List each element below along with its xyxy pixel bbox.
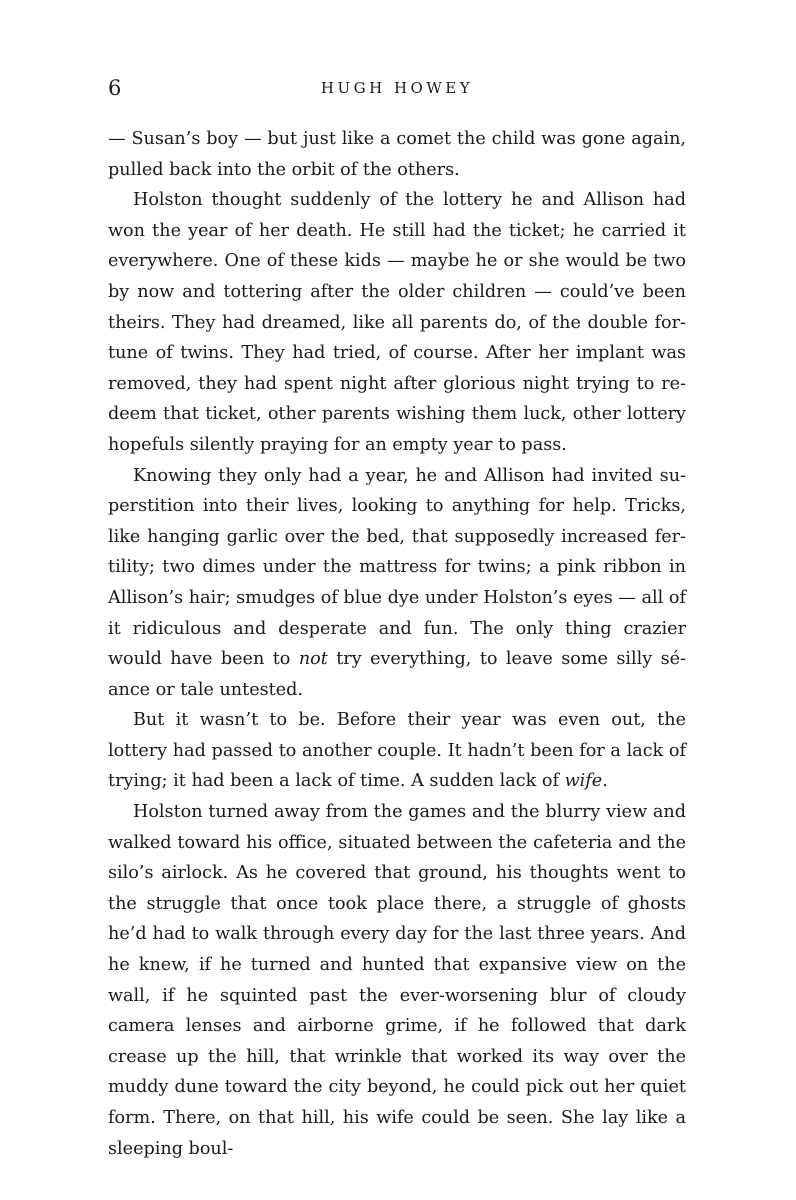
paragraph-2: Holston thought suddenly of the lottery he and Allison had won the year of her death. He still had the ticket; he carried it everywhere. One of these kids — maybe he or she would be two by now and tottering after the older children — could’ve been theirs. They had dreamed, like all parents do, of the double fortune of twins. They had tried, of course. After her implant was removed, they had spent night after glorious night trying to redeem that ticket, other parents wishing them luck, other lottery hopefuls silently praying for an empty year to pass.: [108, 190, 686, 455]
paragraph-3: [108, 461, 686, 706]
page-number: 6: [108, 76, 122, 100]
paragraph-3-text-a: Knowing they only had a year, he and Allison had invited superstition into their lives, looking to anything for help. Tricks, like hanging garlic over the bed, that supposedly increased fertility; two dimes under the mattress for twins; a pink ribbon in Allison’s hair; smudges of blue dye under Holston’s eyes — all of it ridiculous and desperate and fun. The only thing crazier would have been to: [108, 465, 687, 670]
body-text: [108, 124, 686, 1164]
paragraph-4-text-b: .: [602, 771, 608, 792]
paragraph-4: [108, 705, 686, 797]
paragraph-3-text-b: try everything, to leave some silly séance or tale untested.: [108, 649, 686, 700]
emphasis-wife: wife: [564, 771, 603, 792]
paragraph-5: Holston turned away from the games and the blurry view and walked toward his office, situated between the cafeteria and the silo’s airlock. As he covered that ground, his thoughts went to the struggle that once took place there, a struggle of ghosts he’d had to walk through every day for the last three years. And he knew, if he turned and hunted that expansive view on the wall, if he squinted past the ever-worsening blur of cloudy camera lenses and airborne grime, if he followed that dark crease up the hill, that wrinkle that worked its way over the muddy dune toward the city beyond, he could pick out her quiet form. There, on that hill, his wife could be seen. She lay like a sleeping boul-: [108, 802, 686, 1159]
paragraph-4-text-a: But it wasn’t to be. Before their year was even out, the lottery had passed to another couple. It hadn’t been for a lack of trying; it had been a lack of time. A sudden lack of: [108, 710, 686, 792]
paragraph-1: — Susan’s boy — but just like a comet the child was gone again, pulled back into the orbit of the others.: [108, 129, 686, 180]
emphasis-not: not: [298, 649, 328, 670]
running-head-author: HUGH HOWEY: [320, 79, 474, 97]
running-head: [108, 74, 686, 102]
